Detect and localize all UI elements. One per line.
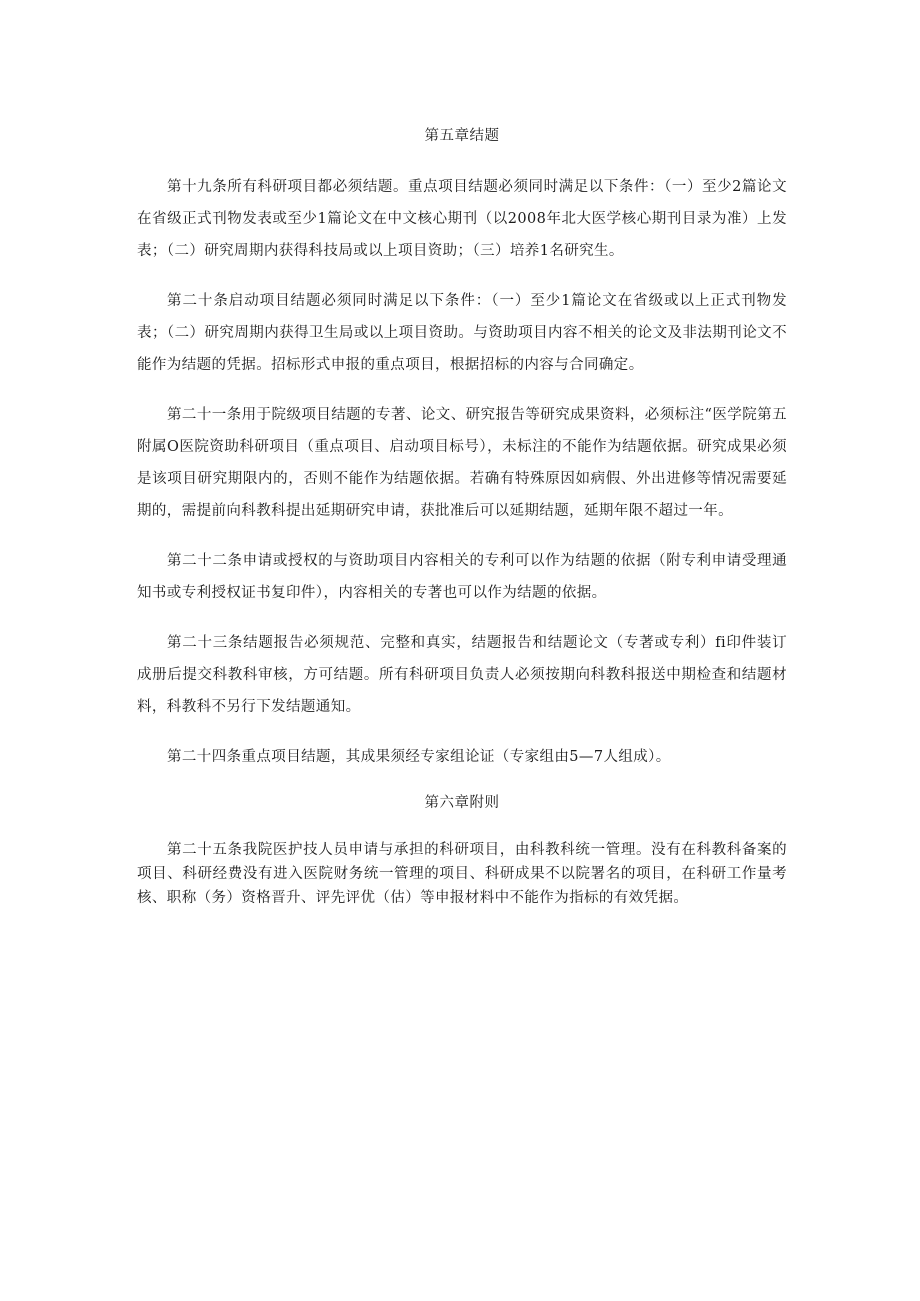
article-19: 第十九条所有科研项目都必须结题。重点项目结题必须同时满足以下条件：（一）至少2篇论文在省级正式刊物发表或至少1篇论文在中文核心期刊（以2008年北大医学核心期刊目录为准）上发表；（二）研究周期内获得科技局或以上项目资助；（三）培养1名研究生。 (137, 179, 787, 259)
article-21: 第二十一条用于院级项目结题的专著、论文、研究报告等研究成果资料，必须标注“医学院第五附属O医院资助科研项目（重点项目、启动项目标号），未标注的不能作为结题依据。研究成果必须是该项目研究期限内的，否则不能作为结题依据。若确有特殊原因如病假、外出进修等情况需要延期的，需提前向科教科提出延期研究申请，获批准后可以延期结题，延期年限不超过一年。 (137, 407, 787, 519)
chapter-6-title: 第六章附则 (424, 795, 500, 811)
article-24: 第二十四条重点项目结题，其成果须经专家组论证（专家组由5—7人组成）。 (167, 749, 671, 765)
article-22: 第二十二条申请或授权的与资助项目内容相关的专利可以作为结题的依据（附专利申请受理通知书或专利授权证书复印件），内容相关的专著也可以作为结题的依据。 (137, 553, 787, 601)
document-page (137, 110, 787, 928)
article-20: 第二十条启动项目结题必须同时满足以下条件：（一）至少1篇论文在省级或以上正式刊物发表；（二）研究周期内获得卫生局或以上项目资助。与资助项目内容不相关的论文及非法期刊论文不能作为结题的凭据。招标形式申报的重点项目，根据招标的内容与合同确定。 (137, 293, 787, 373)
chapter-5-title: 第五章结题 (424, 128, 500, 144)
article-25: 第二十五条我院医护技人员申请与承担的科研项目，由科教科统一管理。没有在科教科备案的项目、科研经费没有进入医院财务统一管理的项目、科研成果不以院署名的项目，在科研工作量考核、职称（务）资格晋升、评先评优（估）等申报材料中不能作为指标的有效凭据。 (137, 842, 787, 906)
article-23: 第二十三条结题报告必须规范、完整和真实，结题报告和结题论文（专著或专利）fi印件装订成册后提交科教科审核，方可结题。所有科研项目负责人必须按期向科教科报送中期检查和结题材料，科教科不另行下发结题通知。 (137, 635, 787, 715)
